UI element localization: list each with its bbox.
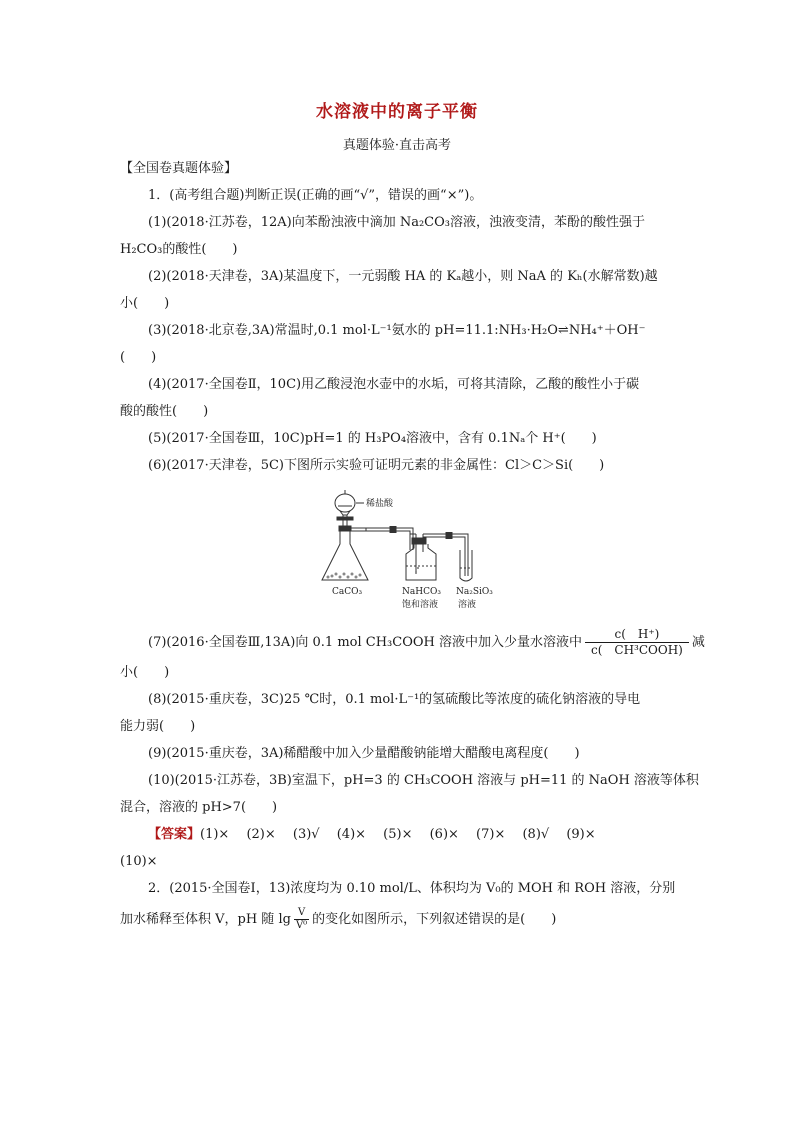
caco3-solid <box>327 573 362 579</box>
question-2-line-2 <box>120 907 556 932</box>
answer-line-1 <box>148 826 596 844</box>
item-8-line-2: 能力弱( ) <box>120 719 196 734</box>
apparatus-figure <box>318 488 518 614</box>
connecting-tube-2 <box>423 533 468 577</box>
item-9: (9)(2015·重庆卷，3A)稀醋酸中加入少量醋酸钠能增大醋酸电离程度( ) <box>148 746 580 761</box>
item-4-line-1: (4)(2017·全国卷Ⅱ，10C)用乙酸浸泡水壶中的水垢，可将其清除，乙酸的酸性小于碳 <box>148 377 640 392</box>
item-3-line-1: (3)(2018·北京卷,3A)常温时,0.1 mol·L⁻¹氨水的 pH=11.1:NH₃·H₂O⇌NH₄⁺＋OH⁻ <box>148 323 646 338</box>
fraction-denominator-v0: V⁰ <box>295 920 308 931</box>
answer-label: 【答案】 <box>148 827 201 842</box>
test-tube <box>460 550 472 581</box>
item-7-line-2: 小( ) <box>120 665 170 680</box>
item-7-text: (7)(2016·全国卷Ⅲ,13A)向 0.1 mol CH₃COOH 溶液中加入少量水溶液中 <box>148 635 582 650</box>
item-2-line-1: (2)(2018·天津卷，3A)某温度下，一元弱酸 HA 的 Kₐ越小，则 NaA 的 Kₕ(水解常数)越 <box>148 269 658 284</box>
label-saturated-solution: 饱和溶液 <box>402 600 439 610</box>
item-8-line-1: (8)(2015·重庆卷，3C)25 ℃时，0.1 mol·L⁻¹的氢硫酸比等浓度的硫化钠溶液的导电 <box>148 692 641 707</box>
item-10-line-2: 混合，溶液的 pH>7( ) <box>120 800 278 815</box>
connecting-tube-1 <box>366 527 413 551</box>
item-1-line-2: H₂CO₃的酸性( ) <box>120 242 238 257</box>
question-2-line-1: 2．(2015·全国卷Ⅰ，13)浓度均为 0.10 mol/L、体积均为 V₀的 MOH 和 ROH 溶液，分别 <box>148 881 676 896</box>
wash-bottle <box>406 534 468 580</box>
label-na2sio3: Na₂SiO₃ <box>456 587 493 597</box>
item-7-fraction <box>585 627 689 658</box>
page-title: 水溶液中的离子平衡 <box>316 102 478 122</box>
label-caco3: CaCO₃ <box>332 587 363 597</box>
question-1-stem: 1．(高考组合题)判断正误(正确的画“√”，错误的画“×”)。 <box>148 188 483 203</box>
item-7-line-1 <box>148 627 705 658</box>
item-4-line-2: 酸的酸性( ) <box>120 404 209 419</box>
page-subtitle: 真题体验·直击高考 <box>342 138 452 153</box>
item-6: (6)(2017·天津卷，5C)下图所示实验可证明元素的非金属性：Cl＞C＞Si( ) <box>148 458 605 473</box>
item-7-text-post: 减 <box>691 635 705 650</box>
item-10-line-1: (10)(2015·江苏卷，3B)室温下，pH=3 的 CH₃COOH 溶液与 pH=11 的 NaOH 溶液等体积 <box>148 773 699 788</box>
conical-flask <box>322 526 368 580</box>
section-header: 【全国卷真题体验】 <box>120 161 238 176</box>
item-2-line-2: 小( ) <box>120 296 170 311</box>
answer-line-2: (10)× <box>120 854 158 869</box>
fraction-denominator: c( CH³COOH) <box>590 643 683 657</box>
item-1-line-1: (1)(2018·江苏卷，12A)向苯酚浊液中滴加 Na₂CO₃溶液，浊液变清，苯酚的酸性强于 <box>148 215 645 230</box>
fraction-numerator: c( H⁺) <box>585 627 689 643</box>
item-3-line-2: ( ) <box>120 350 157 365</box>
label-dilute-hcl: 稀盐酸 <box>366 499 394 509</box>
answer-values: (1)× (2)× (3)√ (4)× (5)× (6)× (7)× (8)√ (9)× <box>200 827 596 842</box>
question-2-fraction <box>294 907 309 932</box>
separatory-funnel <box>335 490 364 526</box>
label-solution: 溶液 <box>458 600 477 610</box>
item-5: (5)(2017·全国卷Ⅲ，10C)pH=1 的 H₃PO₄溶液中，含有 0.1Nₐ个 H⁺( ) <box>148 431 597 446</box>
label-nahco3: NaHCO₃ <box>402 587 441 597</box>
question-2-text-pre: 加水稀释至体积 V，pH 随 lg <box>120 912 291 927</box>
fraction-numerator-v: V <box>294 907 309 920</box>
question-2-text-post: 的变化如图所示，下列叙述错误的是( ) <box>312 912 557 927</box>
